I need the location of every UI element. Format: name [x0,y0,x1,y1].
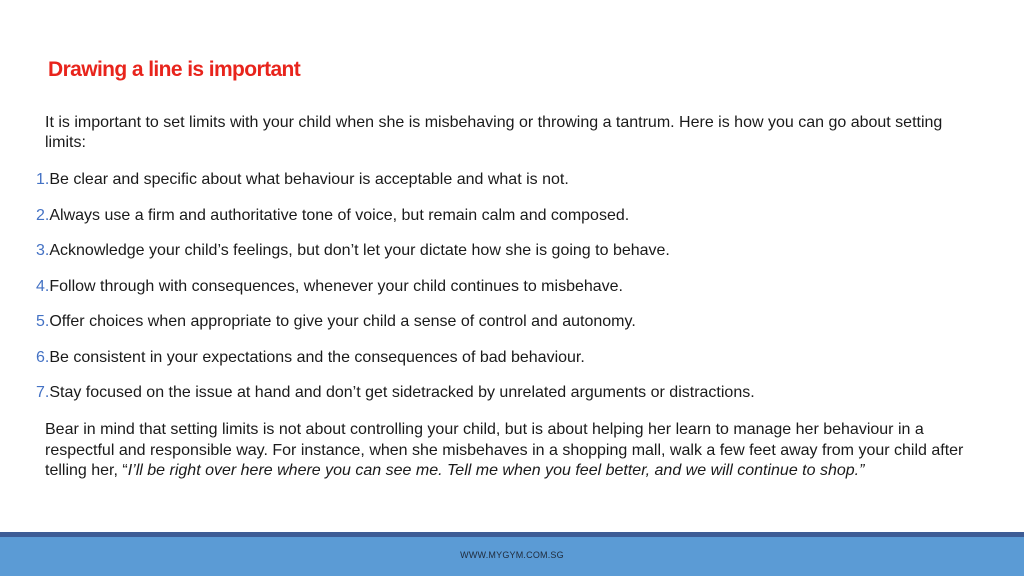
list-item-number: 5. [36,313,50,330]
list-item-text: Always use a firm and authoritative tone of voice, but remain calm and composed. [49,206,630,224]
list-item-number: 4. [36,277,50,295]
list-item [36,170,755,206]
list-item-number: 6. [36,348,50,366]
list-item-number: 1. [36,171,50,188]
list-item [36,348,755,384]
limits-list [36,170,755,419]
closing-text: Bear in mind that setting limits is not about controlling your child, but is about helping her learn to manage her behaviour in a respectful and responsible way. For instance, when she misbehaves in a shopping mall, walk a few feet away from your child after telling her, “ [45,421,964,479]
footer-website: WWW.MYGYM.COM.SG [460,550,564,560]
list-item [36,241,755,277]
list-item-number: 2. [36,206,50,224]
list-item-number: 3. [36,242,50,259]
closing-quote: I’ll be right over here where you can see me. Tell me when you feel better, and we will continue to shop.” [127,462,865,479]
list-item [36,277,755,313]
list-item-text: Stay focused on the issue at hand and don’t get sidetracked by unrelated arguments or distractions. [49,384,755,401]
list-item [36,383,755,419]
list-item-number: 7. [36,384,50,401]
list-item-text: Follow through with consequences, whenever your child continues to misbehave. [49,277,623,295]
list-item-text: Be consistent in your expectations and the consequences of bad behaviour. [49,348,585,366]
intro-paragraph: It is important to set limits with your child when she is misbehaving or throwing a tantrum. Here is how you can go about setting limits: [45,114,943,151]
list-item [36,312,755,348]
closing-paragraph [45,420,990,482]
list-item [36,206,755,242]
list-item-text: Offer choices when appropriate to give your child a sense of control and autonomy. [49,313,636,330]
list-item-text: Acknowledge your child’s feelings, but don’t let your dictate how she is going to behave. [49,242,670,259]
list-item-text: Be clear and specific about what behaviour is acceptable and what is not. [49,171,569,188]
slide-title: Drawing a line is important [48,58,301,81]
